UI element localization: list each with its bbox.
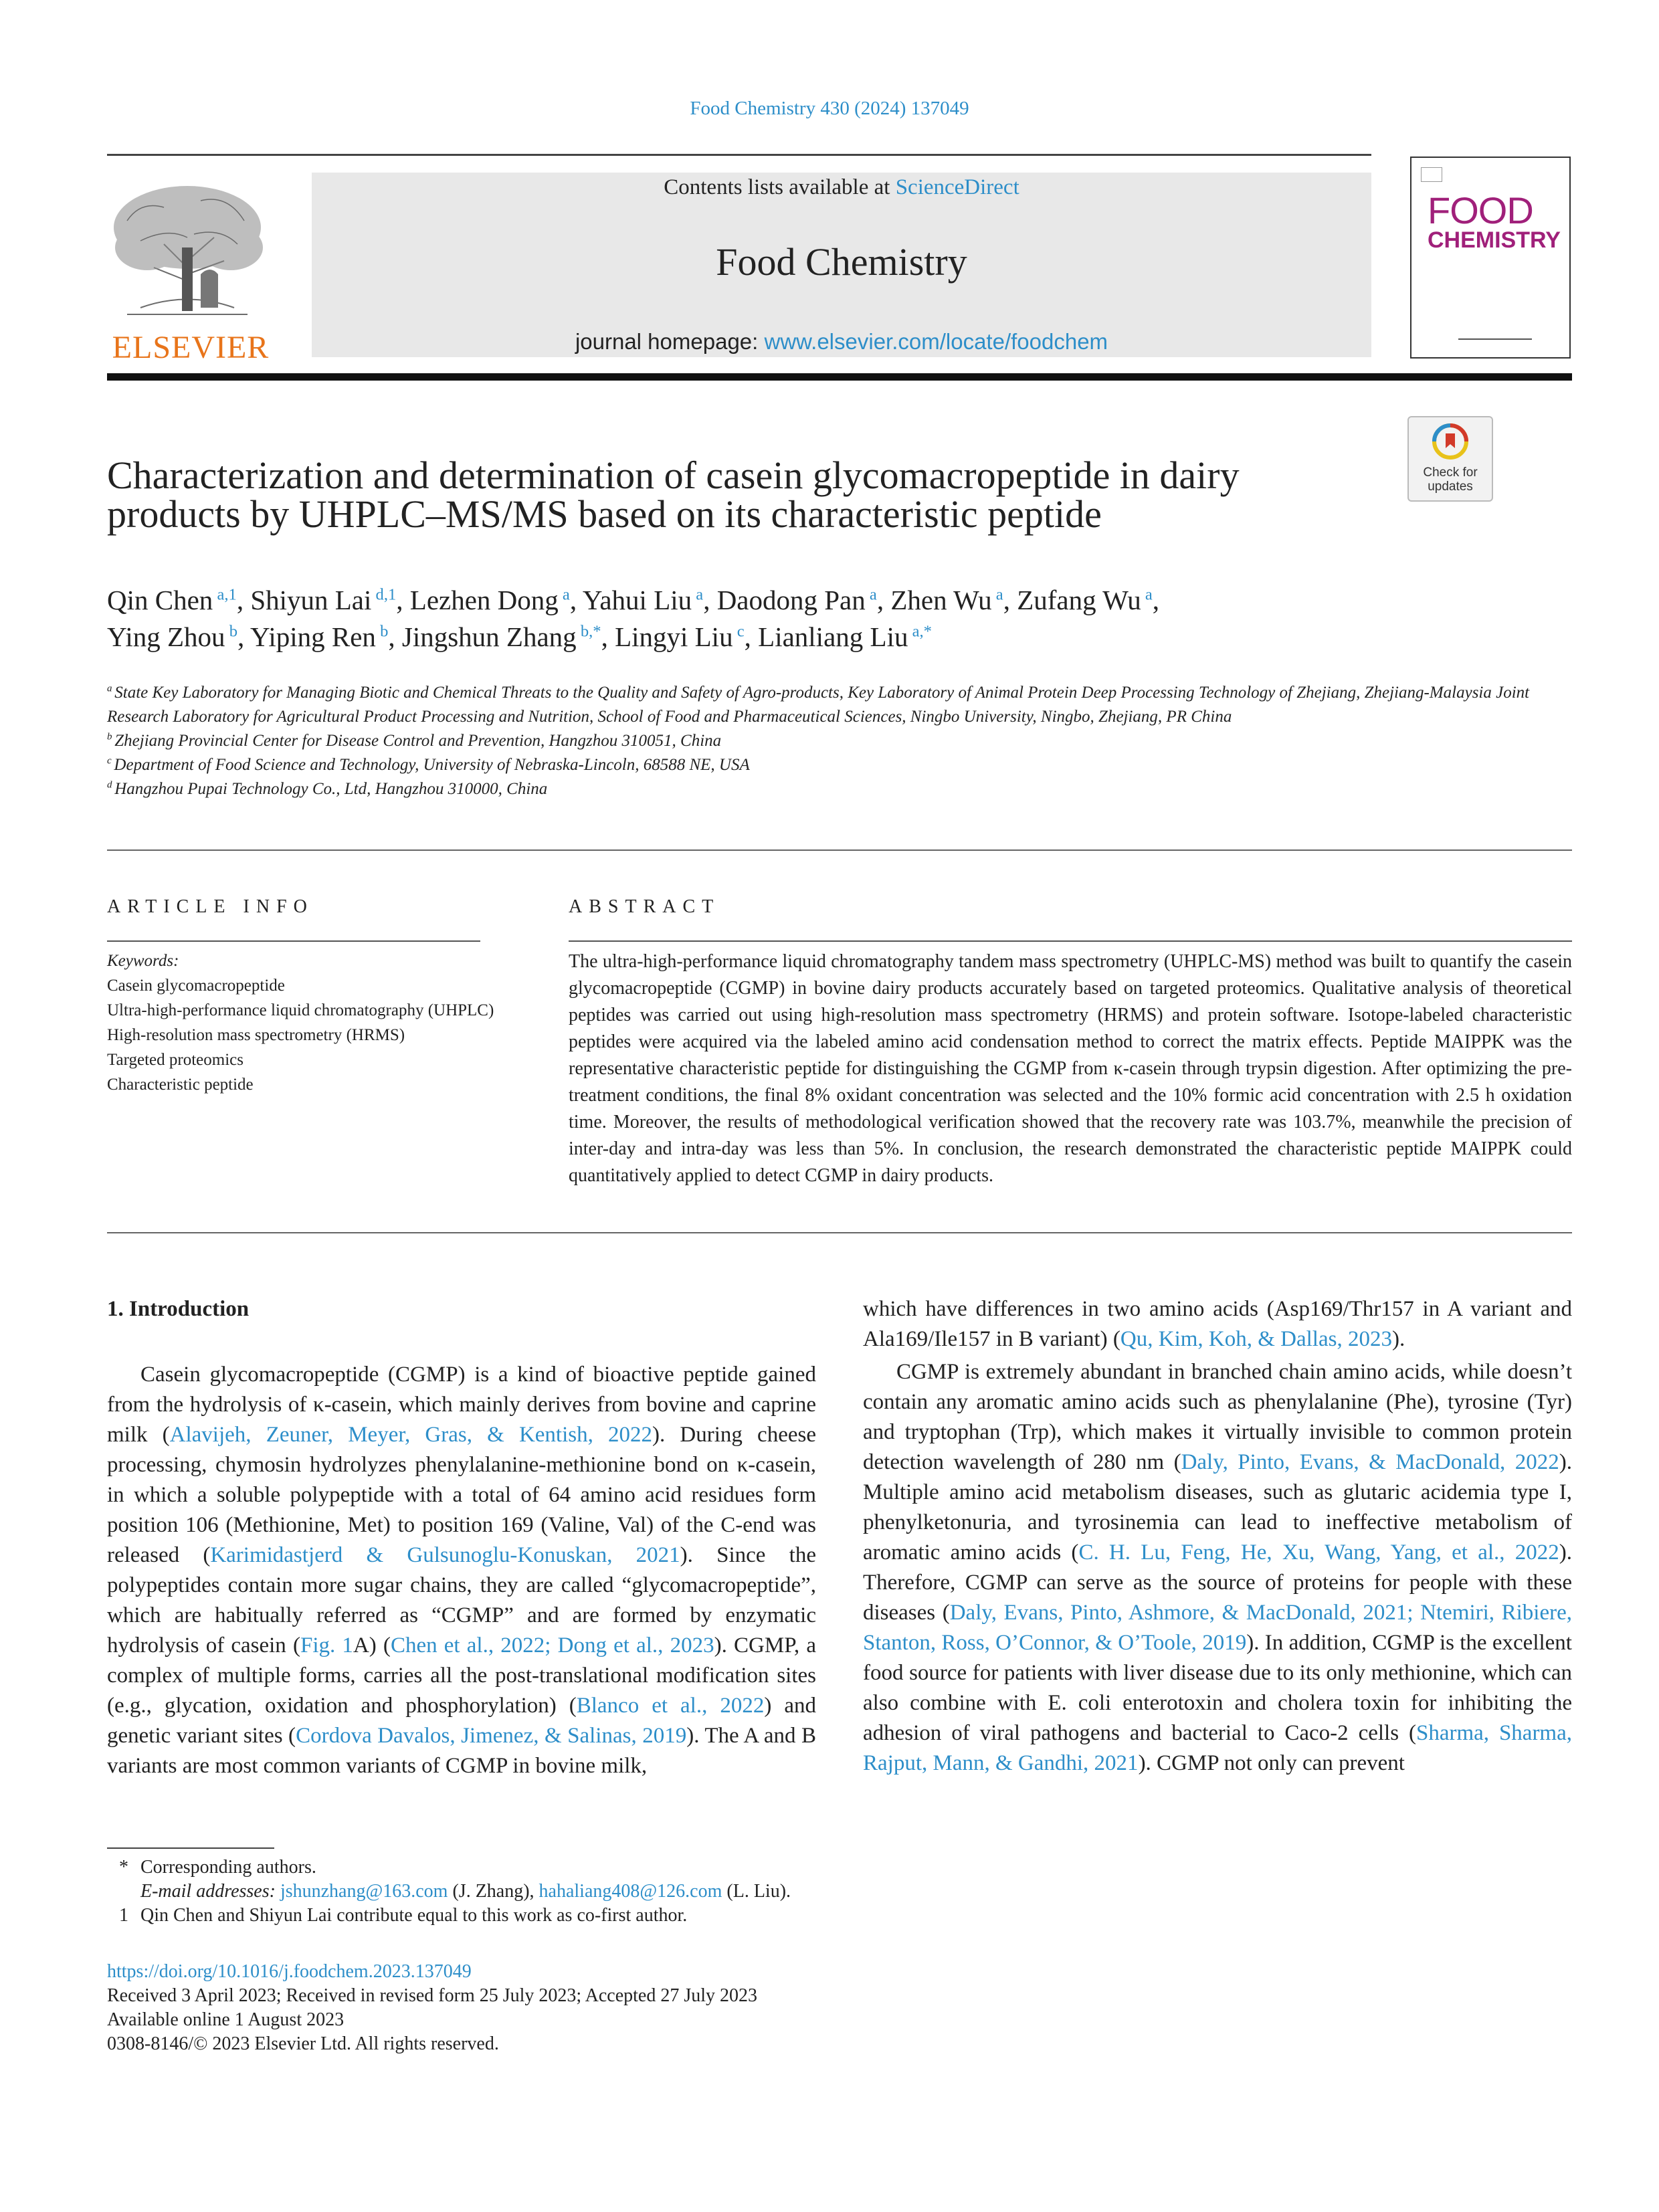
- citation-link[interactable]: C. H. Lu, Feng, He, Xu, Wang, Yang, et al., 2022: [1078, 1540, 1559, 1565]
- citation-link[interactable]: Sharma, Sharma, Rajput, Mann, & Gandhi, 2021: [863, 1721, 1572, 1775]
- citation-link[interactable]: Cordova Davalos, Jimenez, & Salinas, 2019: [296, 1724, 687, 1748]
- author[interactable]: [890, 585, 1003, 615]
- elsevier-tree-icon: [100, 174, 274, 328]
- intro-paragraph-1-continued: [863, 1294, 1572, 1354]
- keyword-item: Targeted proteomics: [107, 1051, 243, 1069]
- journal-name: Food Chemistry: [716, 240, 967, 284]
- cover-title-chemistry: CHEMISTRY: [1428, 227, 1561, 253]
- homepage-prefix: journal homepage:: [575, 329, 765, 354]
- author-affiliation-mark[interactable]: b: [225, 622, 237, 641]
- author[interactable]: [583, 585, 703, 615]
- article-info-heading: ARTICLE INFO: [107, 896, 314, 917]
- cover-title-food: FOOD: [1428, 189, 1533, 231]
- citation-link[interactable]: Chen et al., 2022; Dong et al., 2023: [390, 1633, 714, 1657]
- email-footnote: [107, 1880, 1445, 1904]
- paragraph-text: ). Multiple amino acid metabolism diseases, such as glutaric acidemia type I, phenylketonuria, and tyrosinemia can lead to ineffective metabolism of aromatic amino acids (: [863, 1450, 1572, 1565]
- cover-emblem-icon: [1421, 167, 1442, 182]
- author[interactable]: [250, 621, 388, 652]
- check-updates-label: Check for updates: [1423, 466, 1478, 494]
- email-link-zhang[interactable]: jshunzhang@163.com: [280, 1881, 448, 1902]
- paragraph-text: ). In addition, CGMP is the excellent food source for patients with liver disease due to its only methionine, which can also combine with E. coli enterotoxin and cholera toxin for inhibiting the adhesion of viral pathogens and bacterial to Caco-2 cells (: [863, 1631, 1572, 1745]
- header-rule: [107, 154, 1371, 156]
- contents-line: [312, 175, 1371, 200]
- author-name: Qin Chen: [107, 585, 213, 615]
- author[interactable]: [717, 585, 877, 615]
- affiliation-mark: c: [107, 755, 114, 767]
- paragraph-text: which have differences in two amino acids (Asp169/Thr157 in A variant and Ala169/Ile157 in B variant) (: [863, 1297, 1572, 1351]
- article-title: Characterization and determination of casein glycomacropeptide in dairy products by UHPLC–MS/MS based on its characteristic peptide: [107, 454, 1240, 536]
- author-name: Yahui Liu: [582, 585, 692, 615]
- author-affiliation-mark[interactable]: a,1: [213, 585, 237, 604]
- author-affiliation-mark[interactable]: b,*: [576, 622, 601, 641]
- citation-link[interactable]: Blanco et al., 2022: [576, 1694, 765, 1718]
- affiliations-rule: [107, 849, 1572, 851]
- affiliation-mark: a: [107, 683, 115, 694]
- paragraph-text: A) (: [353, 1633, 391, 1657]
- author[interactable]: [107, 621, 237, 652]
- keyword-item: High-resolution mass spectrometry (HRMS): [107, 1026, 405, 1044]
- check-updates-icon: [1432, 423, 1469, 460]
- paragraph-text: ). CGMP, a complex of multiple forms, carries all the post-translational modification sites (e.g., glycation, oxidation and phosphorylation) (: [107, 1633, 816, 1718]
- paragraph-text: CGMP is extremely abundant in branched chain amino acids, while doesn’t contain any aromatic amino acids such as phenylalanine (Phe), tyrosine (Tyr) and tryptophan (Trp), which makes it virtually invisible to common protein detection wavelength of 280 nm (: [863, 1360, 1572, 1474]
- author-affiliation-mark[interactable]: a: [865, 585, 877, 604]
- citation-link[interactable]: Karimidastjerd & Gulsunoglu-Konuskan, 2021: [210, 1543, 680, 1567]
- equal-contribution-mark: 1: [119, 1905, 128, 1926]
- paragraph-text: ). Therefore, CGMP can serve as the source of proteins for people with these diseases (: [863, 1540, 1573, 1625]
- affiliation: [107, 753, 1579, 777]
- paragraph-text: ). The A and B variants are most common variants of CGMP in bovine milk,: [107, 1724, 817, 1778]
- abstract-heading: ABSTRACT: [569, 896, 720, 917]
- affiliation: [107, 777, 1579, 801]
- publication-info: [107, 1960, 1445, 2056]
- affiliation-mark: d: [107, 779, 115, 791]
- body-column-left: [107, 1294, 816, 1781]
- section-heading-introduction: 1. Introduction: [107, 1297, 250, 1321]
- author-name: Daodong Pan: [716, 585, 866, 615]
- affiliation-text: Department of Food Science and Technology, University of Nebraska-Lincoln, 68588 NE, USA: [114, 756, 750, 774]
- author-list: Qin Chen $^{a,1}$, Shiyun Lai $^{d,1}$, Lezhen Dong $^a$, Yahui Liu $^a$, Daodong Pan $^a$, Zhen Wu $^a$, Zufang Wu $^a$, Ying Zhou $^b$, Yiping Ren $^b$, Jingshun Zhang $^{b,*}$, Lingyi Liu $^c$, Lianliang Liu $^{a,*}$: [107, 585, 1160, 652]
- journal-reference[interactable]: Food Chemistry 430 (2024) 137049: [690, 98, 969, 119]
- author-name: Lezhen Dong: [409, 585, 559, 615]
- check-for-updates-button[interactable]: [1407, 416, 1493, 502]
- author-name: Shiyun Lai: [250, 585, 372, 615]
- author-affiliation-mark[interactable]: b: [375, 622, 389, 641]
- author-name: Yiping Ren: [250, 621, 376, 652]
- citation-link[interactable]: Alavijeh, Zeuner, Meyer, Gras, & Kentish, 2022: [169, 1423, 653, 1447]
- citation-link[interactable]: Daly, Pinto, Evans, & MacDonald, 2022: [1181, 1450, 1559, 1474]
- contents-prefix: Contents lists available at: [664, 175, 896, 199]
- abstract-bottom-rule: [107, 1232, 1572, 1233]
- author-affiliation-mark[interactable]: a: [692, 585, 704, 604]
- doi-link[interactable]: https://doi.org/10.1016/j.foodchem.2023.137049: [107, 1961, 472, 1982]
- corresponding-footnote: [107, 1855, 1445, 1880]
- email-owner-zhang: (J. Zhang),: [448, 1881, 539, 1902]
- citation-link[interactable]: Daly, Evans, Pinto, Ashmore, & MacDonald, 2021; Ntemiri, Ribiere, Stanton, Ross, O’Connor, & O’Toole, 2019: [863, 1601, 1572, 1655]
- footnotes: [107, 1855, 1445, 1928]
- author[interactable]: [615, 621, 745, 652]
- abstract-text: The ultra-high-performance liquid chromatography tandem mass spectrometry (UHPLC-MS) method was built to quantify the casein glycomacropeptide (CGMP) in bovine dairy products accurately based on targeted proteomics. Qualitative analysis of theoretical peptides was carried out using high-resolution mass spectrometry (HRMS) and protein software. Isotope-labeled characteristic peptides were acquired via the labeled amino acid condensation method to correct the matrix effects. Peptide MAIPPK was the representative characteristic peptide for distinguishing the CGMP from κ-casein through trypsin digestion. After optimizing the pre-treatment conditions, the final 8% oxidant concentration was selected and the 10% formic acid concentration with 2.5 h oxidation time. Moreover, the results of methodological verification showed that the recovery rate was 103.7%, meanwhile the precision of inter-day and intra-day was less than 5%. In conclusion, the research demonstrated the characteristic peptide MAIPPK could quantitatively applied to detect CGMP in dairy products.: [569, 951, 1572, 1186]
- author[interactable]: [1017, 585, 1153, 615]
- author[interactable]: [402, 621, 601, 652]
- intro-paragraph-2: [863, 1357, 1572, 1779]
- author-affiliation-mark[interactable]: a: [991, 585, 1003, 604]
- article-info-rule: [107, 940, 480, 942]
- corresponding-mark: *: [119, 1857, 128, 1878]
- intro-paragraph-1: [107, 1360, 816, 1781]
- keyword-item: Characteristic peptide: [107, 1076, 254, 1094]
- cover-rule: [1458, 338, 1532, 340]
- paragraph-text: ) and genetic variant sites (: [107, 1694, 817, 1748]
- author-affiliation-mark[interactable]: a: [558, 585, 570, 604]
- affiliation-list: [107, 681, 1579, 801]
- author[interactable]: [250, 585, 396, 615]
- copyright-line: 0308-8146/© 2023 Elsevier Ltd. All rights reserved.: [107, 2033, 499, 2054]
- author[interactable]: [410, 585, 570, 615]
- equal-contribution-text: Qin Chen and Shiyun Lai contribute equal to this work as co-first author.: [140, 1905, 688, 1926]
- affiliation: [107, 729, 1579, 753]
- keywords-block: [107, 948, 522, 1097]
- keyword-item: Ultra-high-performance liquid chromatography (UHPLC): [107, 1001, 494, 1019]
- received-dates: Received 3 April 2023; Received in revised form 25 July 2023; Accepted 27 July 2023: [107, 1985, 758, 2006]
- paragraph-text: ). CGMP not only can prevent: [1138, 1751, 1405, 1775]
- affiliation-text: Zhejiang Provincial Center for Disease Control and Prevention, Hangzhou 310051, China: [114, 732, 722, 750]
- affiliation: [107, 681, 1579, 729]
- paragraph-text: ).: [1391, 1327, 1405, 1351]
- citation-link[interactable]: Qu, Kim, Koh, & Dallas, 2023: [1120, 1327, 1392, 1351]
- author-name: Ying Zhou: [107, 621, 225, 652]
- corresponding-text: Corresponding authors.: [140, 1857, 316, 1878]
- equal-contribution-footnote: [107, 1904, 1445, 1928]
- abstract-rule: [569, 940, 1572, 942]
- keyword-item: Casein glycomacropeptide: [107, 977, 285, 995]
- available-online-date: Available online 1 August 2023: [107, 2009, 345, 2030]
- paragraph-text: ). Since the polypeptides contain more sugar chains, they are called “glycomacropeptide”, which are habitually referred as “CGMP” and are formed by enzymatic hydrolysis of casein (: [107, 1543, 816, 1657]
- author-affiliation-mark[interactable]: a,*: [908, 622, 932, 641]
- email-label: E-mail addresses:: [140, 1881, 276, 1902]
- sciencedirect-link[interactable]: ScienceDirect: [895, 175, 1019, 199]
- author-name: Lianliang Liu: [758, 621, 908, 652]
- homepage-line: [312, 329, 1371, 355]
- affiliation-mark: b: [107, 731, 115, 742]
- author-affiliation-mark[interactable]: a: [1141, 585, 1153, 604]
- paragraph-text: Casein glycomacropeptide (CGMP) is a kind of bioactive peptide gained from the hydrolysis of κ-casein, which mainly derives from bovine and caprine milk (: [107, 1363, 816, 1447]
- footnote-rule: [107, 1847, 274, 1849]
- citation-link[interactable]: Fig. 1: [300, 1633, 353, 1657]
- affiliation-text: State Key Laboratory for Managing Biotic and Chemical Threats to the Quality and Safety of Agro-products, Key Laboratory of Animal Protein Deep Processing Technology of Zhejiang, Zhejiang-Malaysia Joint Research Laboratory for Agricultural Product Processing and Nutrition, School of Food and Pharmaceutical Sciences, Ningbo University, Ningbo, Zhejiang, PR China: [107, 684, 1530, 726]
- author-name: Jingshun Zhang: [401, 621, 577, 652]
- publisher-logo-text: ELSEVIER: [112, 330, 270, 365]
- header-thick-rule: [107, 373, 1572, 381]
- author[interactable]: [758, 621, 932, 652]
- homepage-link[interactable]: www.elsevier.com/locate/foodchem: [764, 329, 1108, 354]
- affiliation-text: Hangzhou Pupai Technology Co., Ltd, Hangzhou 310000, China: [114, 780, 548, 798]
- paragraph-text: ). During cheese processing, chymosin hydrolyzes phenylalanine-methionine bond on κ-casein, in which a soluble polypeptide with a total of 64 amino acid residues form position 106 (Methionine, Met) to position 169 (Valine, Val) of the C-end was released (: [107, 1423, 816, 1567]
- email-owner-liu: (L. Liu).: [722, 1881, 791, 1902]
- journal-cover[interactable]: [1410, 157, 1571, 359]
- body-column-right: [863, 1294, 1572, 1779]
- keywords-label: Keywords:: [107, 952, 179, 970]
- author[interactable]: [107, 585, 237, 615]
- author-affiliation-mark[interactable]: c: [733, 622, 745, 641]
- author-name: Lingyi Liu: [615, 621, 733, 652]
- elsevier-logo: [100, 174, 274, 365]
- author-affiliation-mark[interactable]: d,1: [371, 585, 397, 604]
- email-link-liu[interactable]: hahaliang408@126.com: [539, 1881, 722, 1902]
- author-name: Zufang Wu: [1017, 585, 1141, 615]
- author-name: Zhen Wu: [890, 585, 992, 615]
